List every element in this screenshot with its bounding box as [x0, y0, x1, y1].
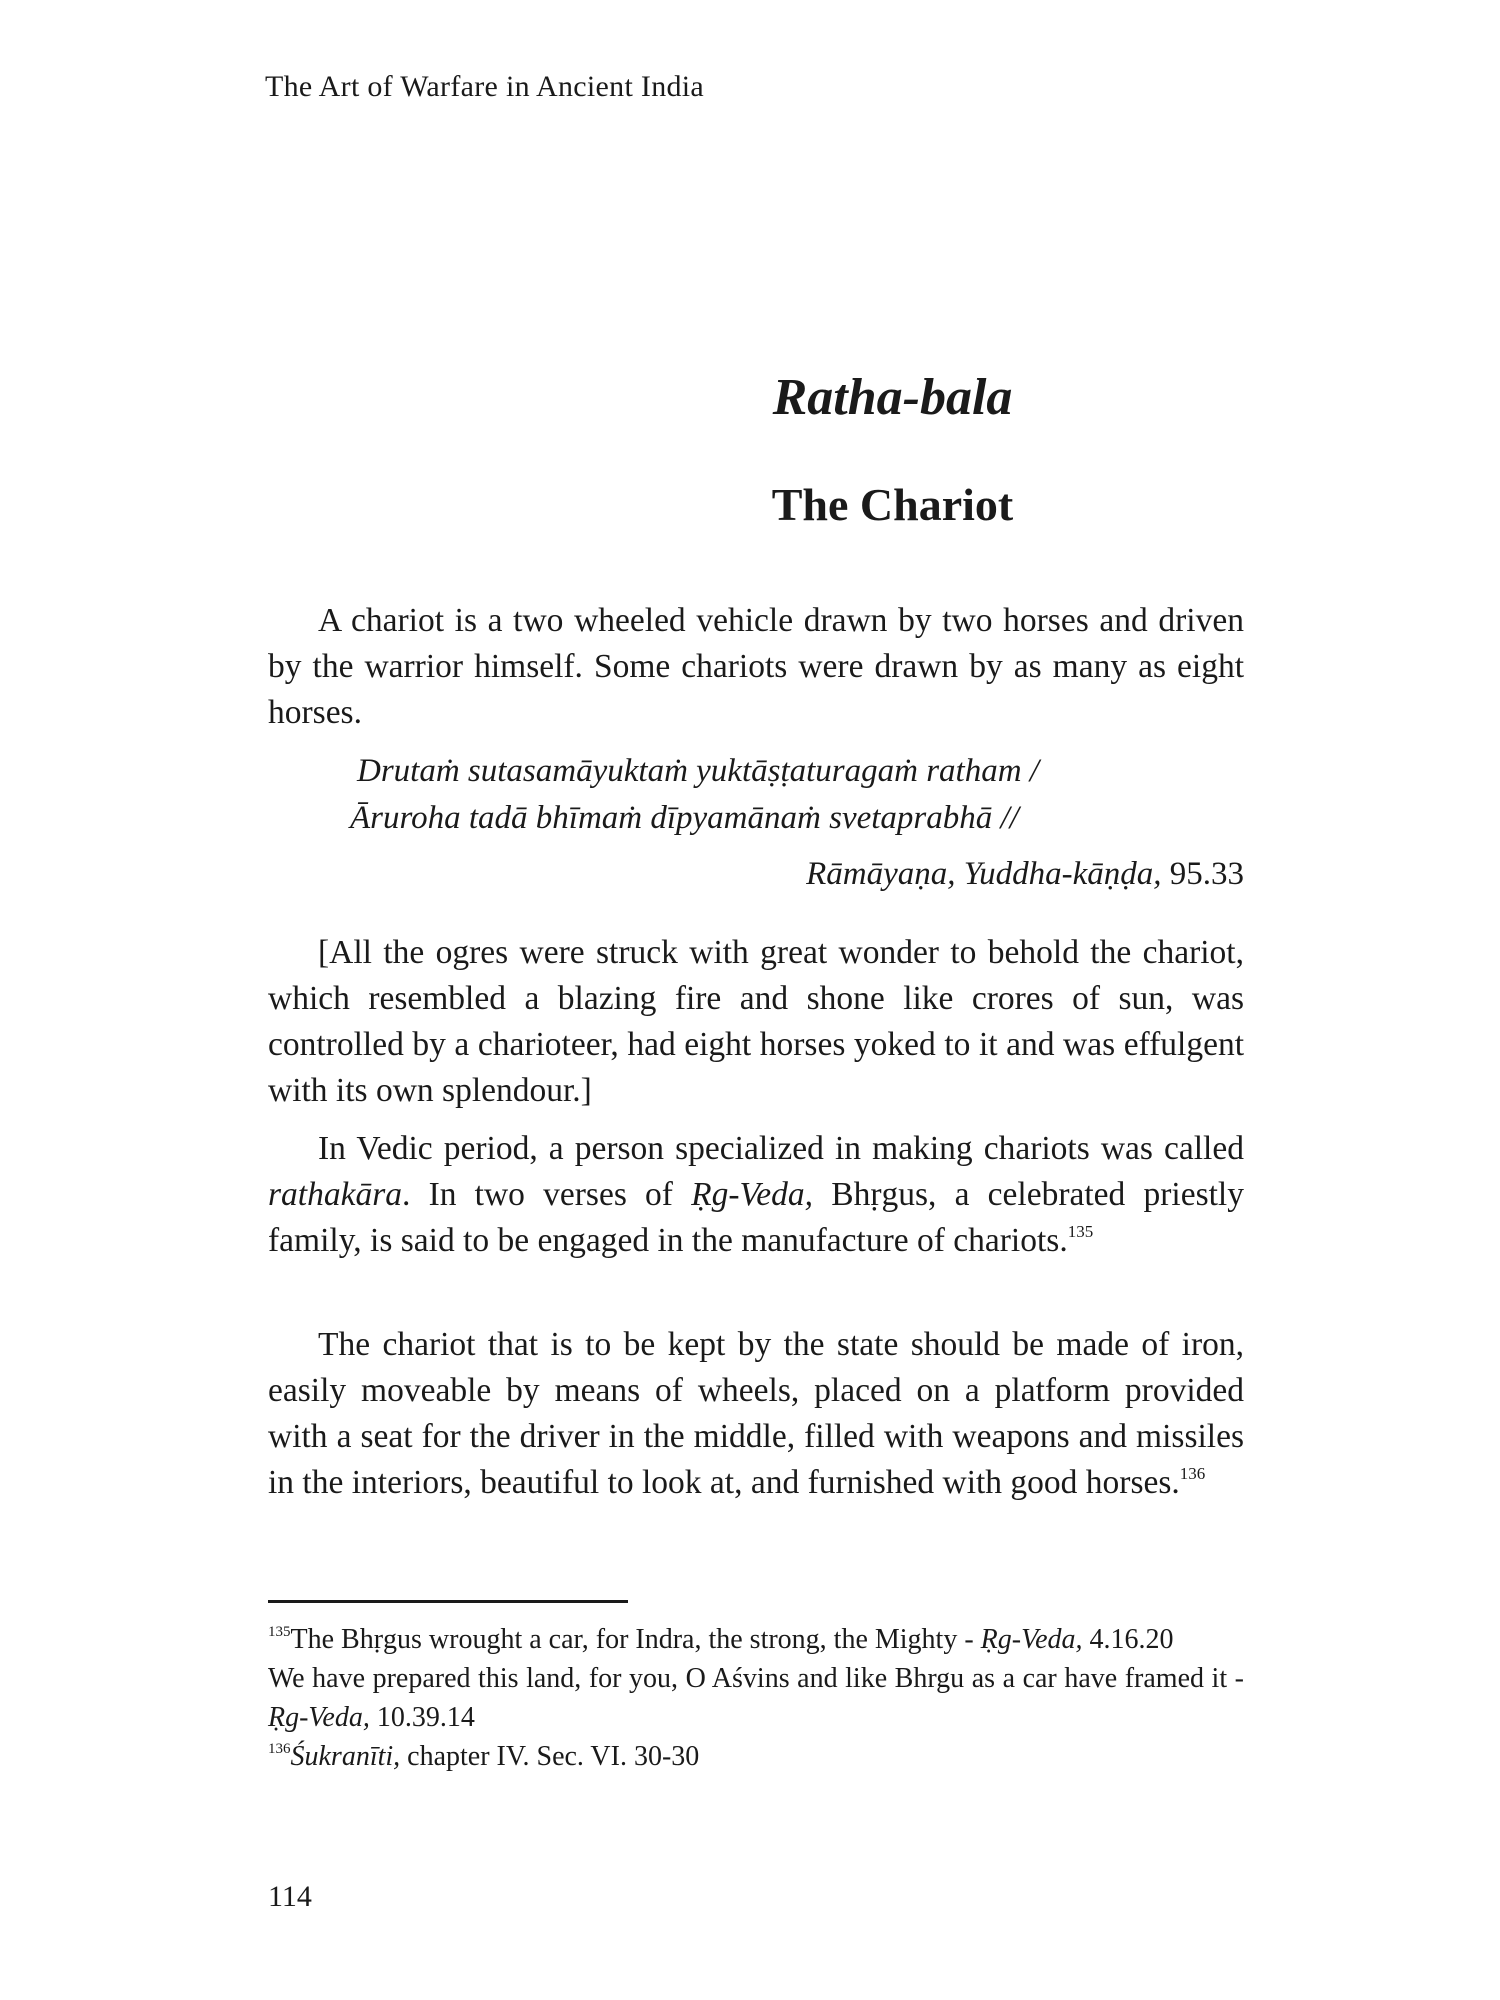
footnote-135-number: 135: [268, 1624, 291, 1640]
footnote-136-text: chapter IV. Sec. VI. 30-30: [400, 1741, 700, 1772]
footnote-135b-ref: 10.39.14: [369, 1702, 475, 1733]
footnote-135b-work: Ṛg-Veda,: [268, 1702, 370, 1733]
footnote-136-number: 136: [268, 1741, 291, 1757]
verse-source-work: Rāmāyaṇa, Yuddha-kāṇḍa,: [806, 856, 1162, 892]
paragraph-4: [268, 1322, 1244, 1506]
paragraph-2-text: [All the ogres were struck with great wonder to behold the chariot, which resembled a blazing fire and shone like crores of sun, was controlled by a charioteer, had eight horses yoked to it and was effulgent with its own splendour.]: [268, 934, 1244, 1109]
paragraph-2: [268, 930, 1244, 1114]
verse-line-1: Drutaṁ sutasamāyuktaṁ yuktāṣṭaturagaṁ ratham /: [357, 753, 1039, 789]
paragraph-3-part2: . In two verses of: [402, 1176, 692, 1213]
paragraph-3: [268, 1126, 1244, 1264]
verse-line-2: Āruroha tadā bhīmaṁ dīpyamānaṁ svetaprabhā //: [350, 800, 1019, 836]
verse-source-ref: 95.33: [1169, 856, 1244, 892]
chapter-subtitle: The Chariot: [771, 479, 1014, 530]
paragraph-4-body: The chariot that is to be kept by the state should be made of iron, easily moveable by means of wheels, placed on a platform provided with a seat for the driver in the middle, filled with weapons and missiles in the interiors, beautiful to look at, and furnished with good horses.: [268, 1326, 1244, 1501]
paragraph-3-part1: In Vedic period, a person specialized in making chariots was called: [318, 1130, 1244, 1167]
paragraph-1: [268, 598, 1244, 736]
running-head: The Art of Warfare in Ancient India: [265, 70, 705, 103]
term-rathakara: rathakāra: [268, 1176, 402, 1213]
footnote-136: [268, 1737, 1244, 1776]
footnote-136-work: Śukranīti,: [290, 1741, 401, 1772]
paragraph-1-text: A chariot is a two wheeled vehicle drawn by two horses and driven by the warrior himself. Some chariots were drawn by as many as eight horses.: [268, 602, 1244, 731]
page-number: 114: [268, 1880, 312, 1913]
footnote-ref-135[interactable]: 135: [1067, 1222, 1094, 1241]
paragraph-4-text: [268, 1322, 1244, 1506]
work-rg-veda: Ṛg-Veda,: [691, 1176, 814, 1213]
footnote-135-text: The Bhṛgus wrought a car, for Indra, the strong, the Mighty -: [290, 1624, 981, 1655]
footnote-divider: [268, 1600, 628, 1603]
paragraph-3-part3: Bhṛgus, a celebrated priestly family, is said to be engaged in the manufacture of chariots.: [268, 1176, 1244, 1259]
paragraph-3-text: [268, 1126, 1244, 1264]
footnote-135-continued: [268, 1659, 1244, 1737]
verse-source: [806, 856, 1244, 893]
footnote-135b-text: We have prepared this land, for you, O Aśvins and like Bhrgu as a car have framed it -: [268, 1663, 1244, 1694]
chapter-title: Ratha-bala: [772, 369, 1013, 426]
footnote-135-ref: 4.16.20: [1082, 1624, 1174, 1655]
footnote-ref-136[interactable]: 136: [1179, 1464, 1206, 1483]
footnote-135: [268, 1620, 1244, 1659]
footnotes: [268, 1620, 1244, 1776]
footnote-135-work: Ṛg-Veda,: [980, 1624, 1083, 1655]
